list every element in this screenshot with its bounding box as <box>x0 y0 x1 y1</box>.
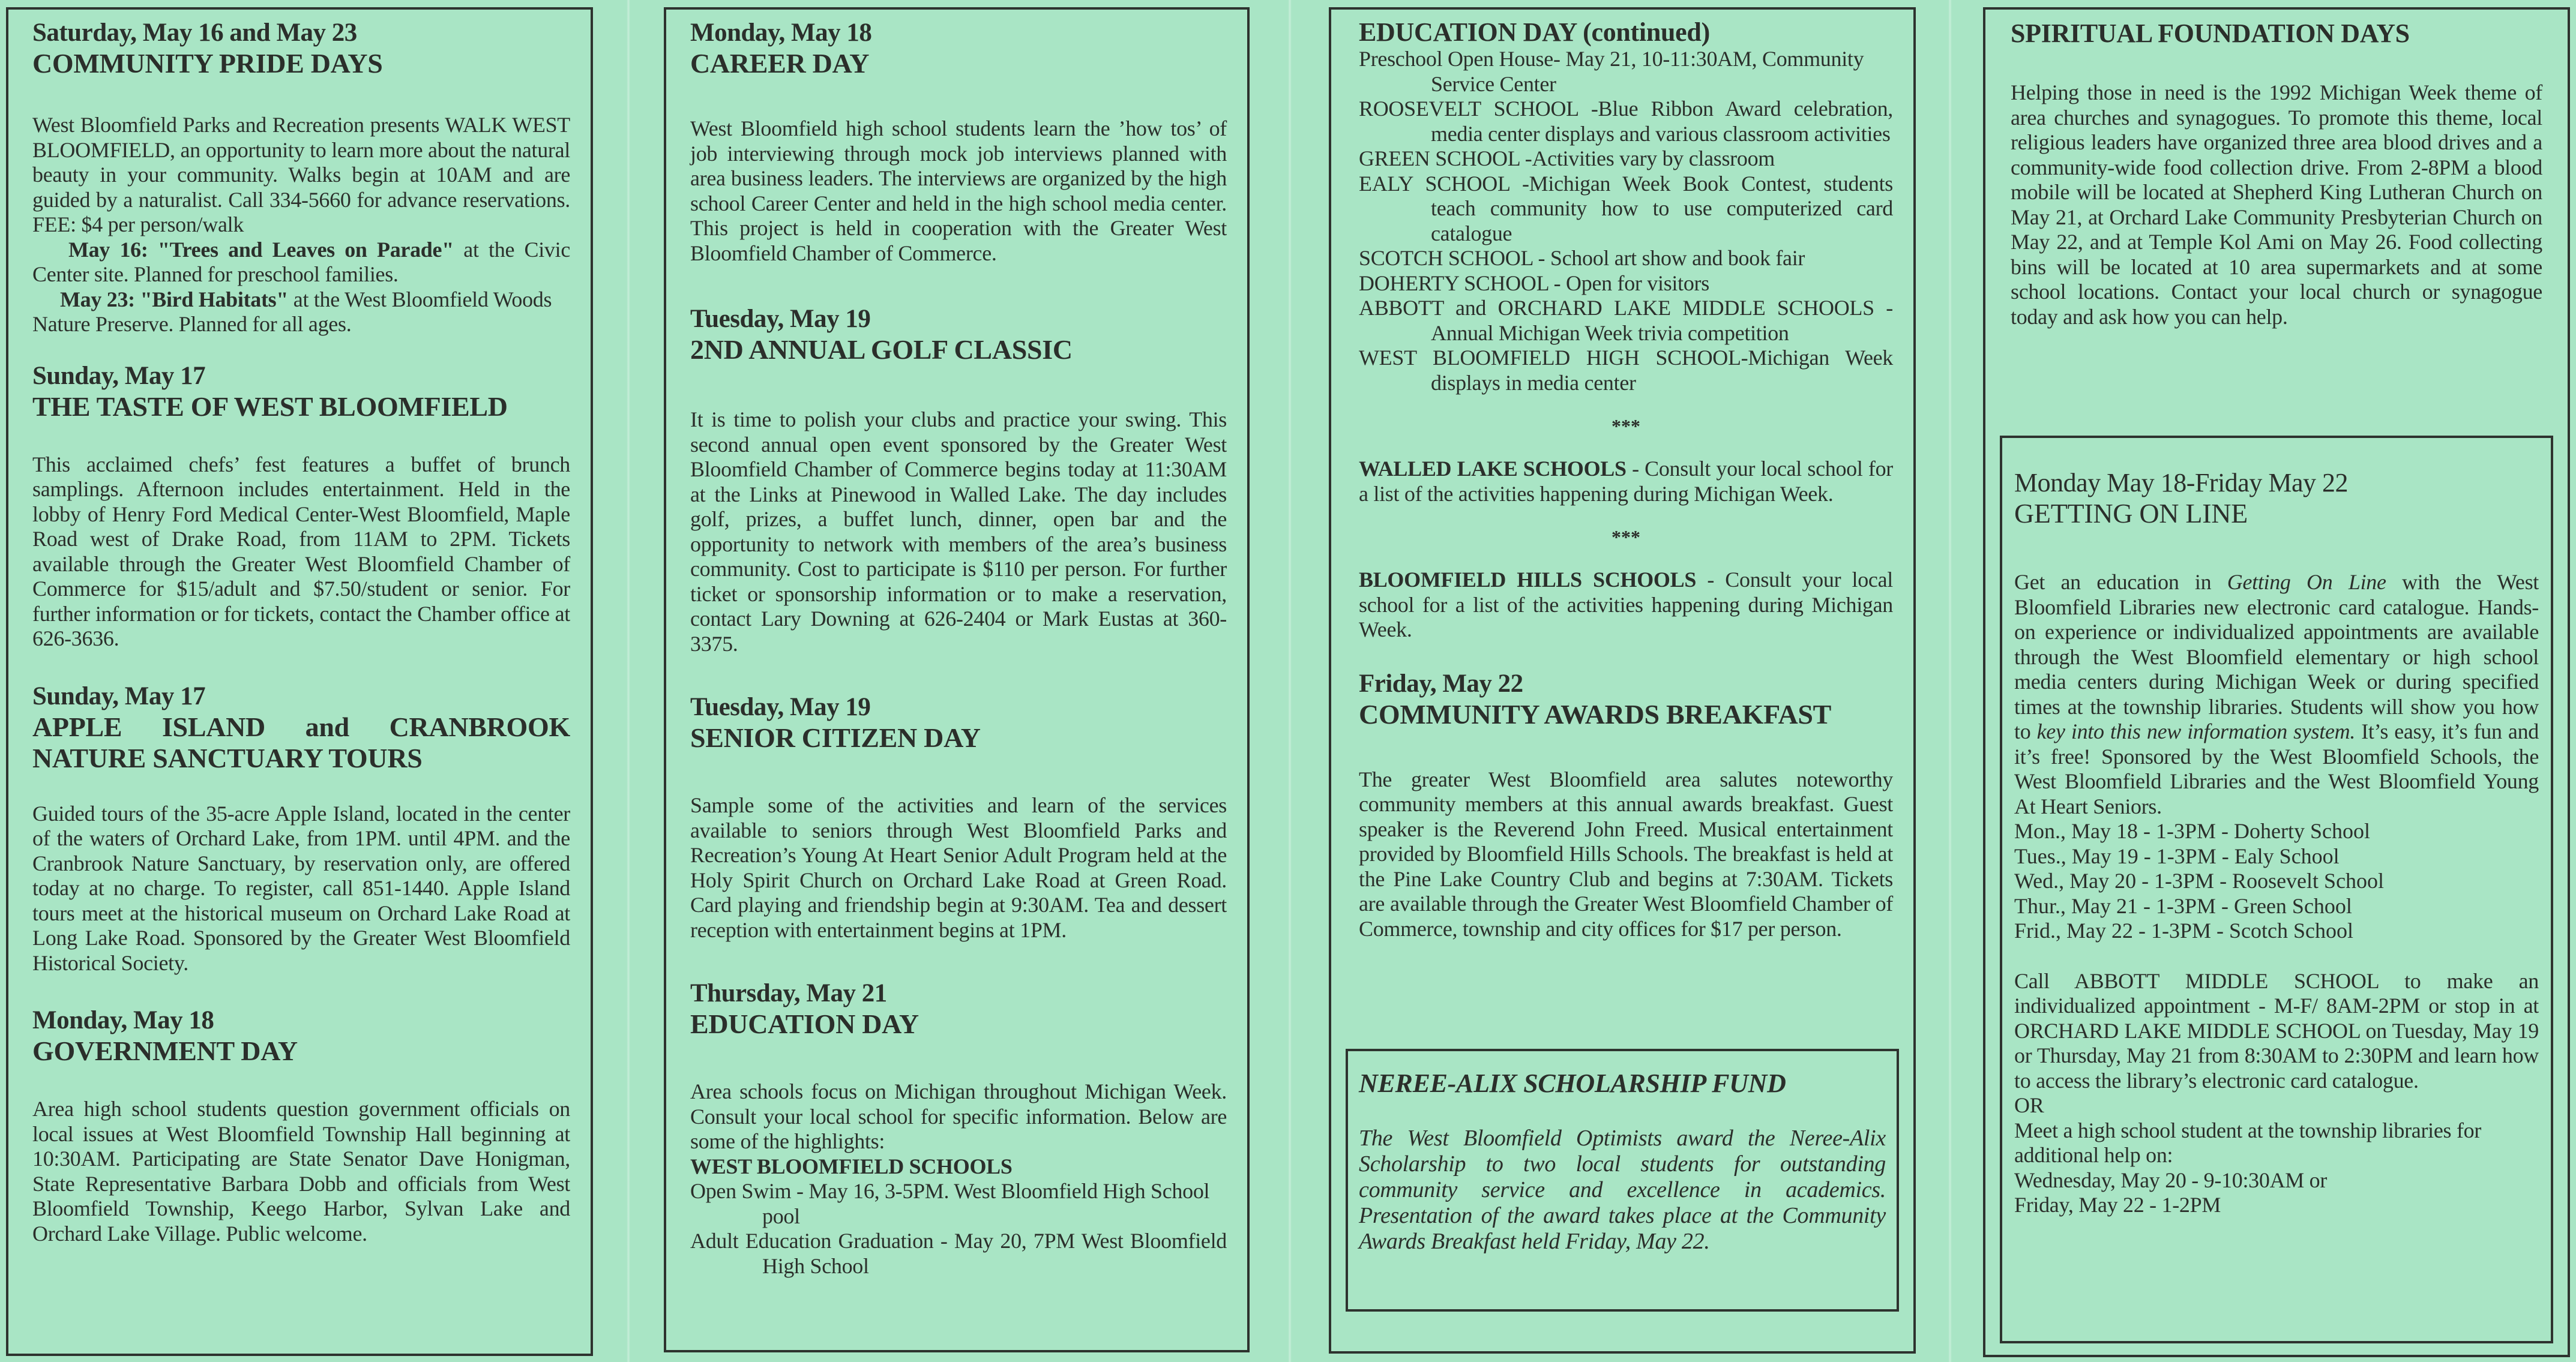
event-title: THE TASTE OF WEST BLOOMFIELD <box>32 391 508 422</box>
event-title: APPLE ISLAND and CRANBROOK NATURE SANCTUARY TOURS <box>32 711 570 773</box>
body-text: with the West Bloomfield Libraries new electronic card catalogue. Hands-on experience or individualized appointments are available through the West Bloomfield elementary or high school media centers during Michigan Week or during specified times at the township libraries. Students will show you how to <box>2014 570 2539 743</box>
getting-on-line-box <box>2000 436 2553 1343</box>
event-title: COMMUNITY PRIDE DAYS <box>32 48 383 79</box>
school-item: DOHERTY SCHOOL - Open for visitors <box>1359 271 1709 295</box>
section-body: Helping those in need is the 1992 Michigan Week theme of area churches and synagogues. To promote this theme, local religious leaders have organized three area blood drives and a community-wide food collection drive. From 2-8PM a blood mobile will be located at Shepherd King Lutheran Church on May 21, at Orchard Lake Community Presbyterian Church on May 22, and at Temple Kol Ami on May 26. Food collecting bins will be located at 10 area supermarkets and at some school locations. Contact your local church or synagogue today and ask how you can help. <box>2011 80 2542 329</box>
district-name: WALLED LAKE SCHOOLS <box>1359 457 1627 481</box>
school-item: ROOSEVELT SCHOOL -Blue Ribbon Award celebration, media center displays and various classroom activities <box>1359 97 1893 146</box>
school-item: Preschool Open House- May 21, 10-11:30AM, Community Service Center <box>1359 47 1864 96</box>
library-schedule <box>2014 819 2539 944</box>
school-item: Open Swim - May 16, 3-5PM. West Bloomfield High School pool <box>690 1179 1210 1228</box>
event-apple-island-tours <box>32 682 570 976</box>
event-title: GETTING ON LINE <box>2014 498 2248 529</box>
scholarship-body: The West Bloomfield Optimists award the Neree-Alix Scholarship to two local students for outstanding community service and excellence in academics. Presentation of the award takes place at the Community Awards Breakfast held Friday, May 22. <box>1359 1126 1886 1254</box>
or-divider: OR <box>2014 1093 2044 1117</box>
event-body: West Bloomfield Parks and Recreation presents WALK WEST BLOOMFIELD, an opportunity to learn more about the natural beauty in your community. Walks begin at 10AM and are guided by a naturalist. Call 334-5660 for advance reservations. FEE: $4 per person/walk <box>32 113 570 236</box>
scholarship-title: NEREE-ALIX SCHOLARSHIP FUND <box>1359 1069 1786 1098</box>
school-item: SCOTCH SCHOOL - School art show and book fair <box>1359 246 1805 270</box>
body-emphasis: Getting On Line <box>2227 570 2386 594</box>
abbott-appointment: Call ABBOTT MIDDLE SCHOOL to make an individualized appointment - M-F/ 8AM-2PM or stop in at ORCHARD LAKE MIDDLE SCHOOL on Tuesday, May 19 or Thursday, May 21 from 8:30AM to 2:30PM and learn how to access the library’s electronic card catalogue. <box>2014 968 2539 1093</box>
school-item: Adult Education Graduation - May 20, 7PM West Bloomfield High School <box>690 1229 1227 1278</box>
event-career-day <box>690 18 1227 266</box>
event-community-awards-breakfast <box>1359 669 1893 942</box>
walk-detail: at the West Bloomfield Woods Nature Preserve. Planned for all ages. <box>32 287 552 336</box>
panel-4 <box>1983 7 2570 1357</box>
event-golf-classic <box>690 304 1227 656</box>
event-body <box>2014 570 2539 819</box>
event-body: West Bloomfield high school students learn the ’how tos’ of job interviewing through mock job interviews planned with area business leaders. The interviews are organized by the high school Career Center and held in the high school media center. This project is held in cooperation with the Greater West Bloomfield Chamber of Commerce. <box>690 116 1227 265</box>
event-title: GOVERNMENT DAY <box>32 1036 298 1066</box>
schools-subhead: WEST BLOOMFIELD SCHOOLS <box>690 1154 1013 1178</box>
help-time: Wednesday, May 20 - 9-10:30AM or <box>2014 1168 2328 1192</box>
event-body: Guided tours of the 35-acre Apple Island, located in the center of the waters of Orchard Lake, from 1PM. until 4PM. and the Cranbrook Nature Sanctuary, by reservation only, are offered today at no charge. To register, call 851-1440. Apple Island tours meet at the historical museum on Orchard Lake Road at Long Lake Road. Sponsored by the Greater West Bloomfield Historical Society. <box>32 801 570 975</box>
event-date: Sunday, May 17 <box>32 361 206 390</box>
separator-stars: *** <box>1612 415 1640 437</box>
event-date: Monday, May 18 <box>690 19 872 47</box>
scholarship-box <box>1346 1049 1899 1312</box>
event-body: Sample some of the activities and learn of the services available to seniors through West Bloomfield Parks and Recreation’s Young At Heart Senior Adult Program held at the Holy Spirit Church on Orchard Lake Road at Green Road. Card playing and friendship begin at 9:30AM. Tea and dessert reception with entertainment begins at 1PM. <box>690 793 1227 942</box>
panel-2 <box>664 7 1250 1352</box>
walled-lake-schools <box>1359 457 1893 506</box>
body-text: Get an education in <box>2014 570 2227 594</box>
walk-detail: at the Civic Center site. Planned for preschool families. <box>32 237 570 286</box>
walk-may-23 <box>32 287 570 337</box>
event-community-pride-days <box>32 18 570 337</box>
event-date: Thursday, May 21 <box>690 979 887 1007</box>
schedule-item: Mon., May 18 - 1-3PM - Doherty School <box>2014 819 2370 843</box>
event-title: SENIOR CITIZEN DAY <box>690 722 981 753</box>
schedule-item: Frid., May 22 - 1-3PM - Scotch School <box>2014 919 2353 943</box>
district-name: BLOOMFIELD HILLS SCHOOLS <box>1359 568 1697 592</box>
schedule-item: Wed., May 20 - 1-3PM - Roosevelt School <box>2014 869 2385 893</box>
event-date: Monday, May 18 <box>32 1006 214 1034</box>
event-date: Tuesday, May 19 <box>690 693 871 721</box>
event-body: Area schools focus on Michigan throughout Michigan Week. Consult your local school for specific information. Below are some of the highlights: <box>690 1079 1227 1153</box>
body-emphasis: key into this new information system. <box>2036 719 2356 743</box>
event-body: Area high school students question government officials on local issues at West Bloomfield Township Hall beginning at 10:30AM. Participating are State Senator Dave Honigman, State Representative Barbara Dobb and officials from West Bloomfield Township, Keego Harbor, Sylvan Lake and Orchard Lake Village. Public welcome. <box>32 1097 570 1246</box>
event-senior-citizen-day <box>690 692 1227 943</box>
event-title: EDUCATION DAY <box>690 1009 919 1039</box>
separator-stars: *** <box>1612 526 1640 548</box>
event-date: Tuesday, May 19 <box>690 305 871 333</box>
schedule-item: Thur., May 21 - 1-3PM - Green School <box>2014 893 2352 918</box>
spiritual-foundation-days <box>2011 18 2542 329</box>
event-date: Saturday, May 16 and May 23 <box>32 19 357 47</box>
bloomfield-hills-schools <box>1359 568 1893 643</box>
panel-1 <box>6 7 593 1356</box>
walk-may-16 <box>32 238 570 287</box>
event-date: Sunday, May 17 <box>32 682 206 710</box>
walk-label: May 23: "Bird Habitats" <box>60 287 289 311</box>
school-item: ABBOTT and ORCHARD LAKE MIDDLE SCHOOLS -Annual Michigan Week trivia competition <box>1359 296 1893 345</box>
section-title: EDUCATION DAY (continued) <box>1359 17 1710 47</box>
section-title: SPIRITUAL FOUNDATION DAYS <box>2011 19 2410 48</box>
event-title: CAREER DAY <box>690 48 870 79</box>
event-title: COMMUNITY AWARDS BREAKFAST <box>1359 698 1832 730</box>
body-text: It’s easy, it’s fun and it’s free! Sponsored by the West Bloomfield Schools, the West Bloomfield Libraries and the West Bloomfield Young At Heart Seniors. <box>2014 719 2539 818</box>
district-detail: - Consult your local school for a list of the activities happening during Michigan Week. <box>1359 457 1893 506</box>
event-title: 2ND ANNUAL GOLF CLASSIC <box>690 334 1073 365</box>
event-body: This acclaimed chefs’ fest features a buffet of brunch samplings. Afternoon includes entertainment. Held in the lobby of Henry Ford Medical Center-West Bloomfield, Maple Road west of Drake Road, from 11AM to 2PM. Tickets available through the Greater West Bloomfield Chamber of Commerce for $15/adult and $7.50/student or senior. For further information or for tickets, contact the Chamber office at 626-3636. <box>32 452 570 650</box>
walk-label: May 16: "Trees and Leaves on Parade" <box>68 237 454 262</box>
event-date: Friday, May 22 <box>1359 669 1523 698</box>
education-day-continued <box>1359 18 1893 643</box>
school-item: WEST BLOOMFIELD HIGH SCHOOL-Michigan Week displays in media center <box>1359 346 1893 395</box>
event-education-day <box>690 979 1227 1279</box>
event-date: Monday May 18-Friday May 22 <box>2014 468 2348 497</box>
school-item: EALY SCHOOL -Michigan Week Book Contest, students teach community how to use computerized card catalogue <box>1359 171 1893 245</box>
help-time: Friday, May 22 - 1-2PM <box>2014 1193 2221 1217</box>
fold-line <box>1948 0 1952 1362</box>
fold-line <box>1288 0 1292 1362</box>
event-body: It is time to polish your clubs and practice your swing. This second annual open event sponsored by the Greater West Bloomfield Chamber of Commerce begins today at 11:30AM at the Links at Pinewood in Walled Lake. The day includes golf, prizes, a buffet lunch, dinner, open bar and the opportunity to network with members of the area’s business community. Cost to participate is $110 per person. For further ticket or sponsorship information or to make a reservation, contact Lary Downing at 626-2404 or Mark Eustas at 360-3375. <box>690 407 1227 656</box>
event-taste-of-west-bloomfield <box>32 361 570 652</box>
event-body: The greater West Bloomfield area salutes noteworthy community members at this annual awards breakfast. Guest speaker is the Reverend John Freed. Musical entertainment provided by Bloomfield Hills Schools. The breakfast is held at the Pine Lake Country Club and begins at 7:30AM. Tickets are available through the Greater West Bloomfield Chamber of Commerce, township and city offices for $17 per person. <box>1359 767 1893 941</box>
panel-3 <box>1329 7 1916 1354</box>
school-item: GREEN SCHOOL -Activities vary by classroom <box>1359 146 1775 170</box>
schedule-item: Tues., May 19 - 1-3PM - Ealy School <box>2014 844 2340 868</box>
fold-line <box>627 0 630 1362</box>
meet-student: Meet a high school student at the township libraries for additional help on: <box>2014 1118 2482 1167</box>
district-detail: - Consult your local school for a list of the activities happening during Michigan Week. <box>1359 568 1893 641</box>
event-government-day <box>32 1006 570 1246</box>
